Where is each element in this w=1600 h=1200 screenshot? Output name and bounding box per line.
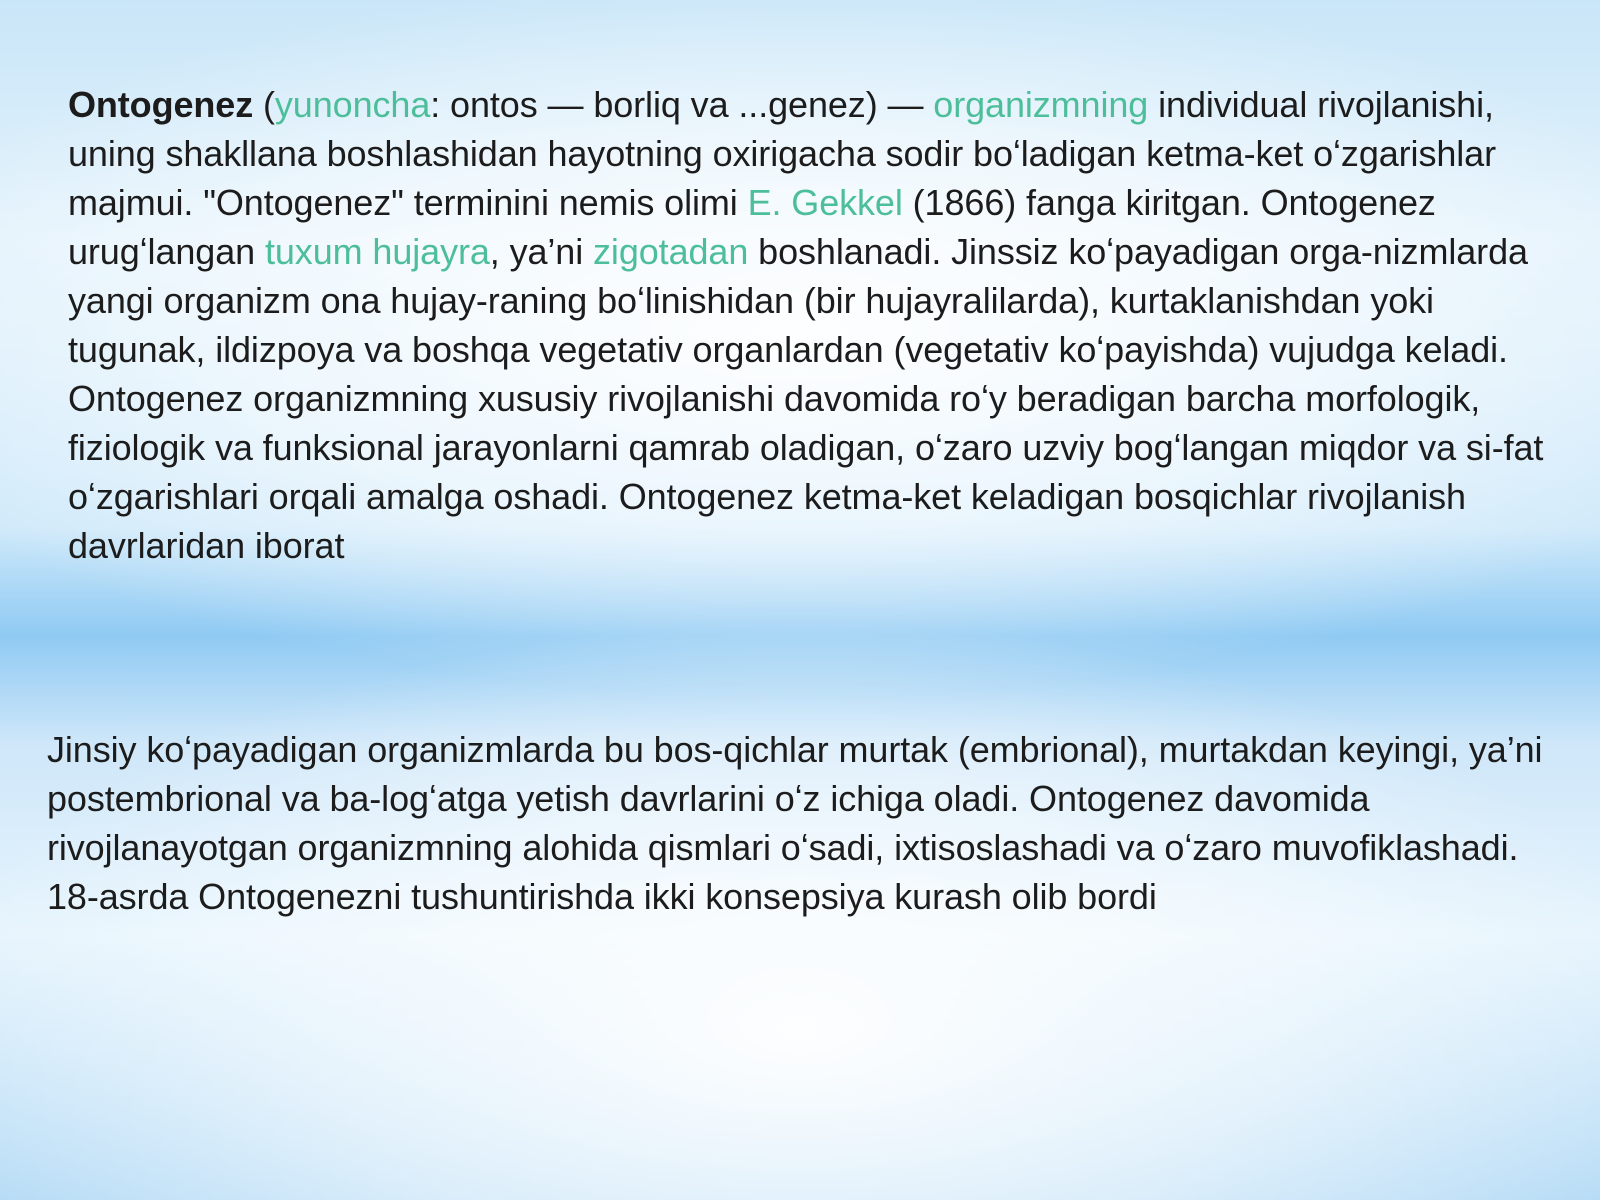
text-segment: boshlanadi. Jinssiz koʻpayadigan orga-nizmlarda yangi organizm ona hujay-raning boʻlinishidan (bir hujayralilarda), kurtaklanishdan yoki tugunak, ildizpoya va boshqa vegetativ organlardan (vegetativ koʻpayishda) vujudga keladi. Ontogenez organizmning xususiy rivojlanishi davomida roʻy beradigan barcha morfologik, fiziologik va funksional jarayonlarni qamrab oladigan, oʻzaro uzviy bogʻlangan miqdor va si-fat oʻzgarishlari orqali amalga oshadi. Ontogenez ketma-ket keladigan bosqichlar rivojlanish davrlaridan iborat (68, 231, 1544, 566)
stages-text: Jinsiy koʻpayadigan organizmlarda bu bos-qichlar murtak (embrional), murtakdan keyingi, ya’ni postembrional va ba-logʻatga yetish davrlarini oʻz ichiga oladi. Ontogenez davomida rivojlanayotgan organizmning alohida qismlari oʻsadi, ixtisoslashadi va oʻzaro muvofiklashadi. 18-asrda Ontogenezni tushuntirishda ikki konsepsiya kurash olib bordi (47, 729, 1543, 917)
definition-paragraph (68, 80, 1558, 570)
link-organizmning[interactable]: organizmning (933, 84, 1149, 125)
text-segment: ( (253, 84, 275, 125)
stages-paragraph (47, 725, 1547, 921)
link-zigotadan[interactable]: zigotadan (593, 231, 749, 272)
text-segment: : ontos — borliq va ...genez) — (430, 84, 934, 125)
link-yunoncha[interactable]: yunoncha (274, 84, 431, 125)
term-ontogenez: Ontogenez (68, 84, 254, 125)
link-gekkel[interactable]: E. Gekkel (747, 182, 903, 223)
text-segment: (1866) fanga kiritgan. Ontogenez urugʻlangan (68, 182, 1436, 272)
link-tuxum-hujayra[interactable]: tuxum hujayra (264, 231, 490, 272)
text-segment: , ya’ni (489, 231, 594, 272)
text-segment: individual rivojlanishi, uning shakllana boshlashidan hayotning oxirigacha sodir boʻladigan ketma-ket oʻzgarishlar majmui. "Ontogenez" terminini nemis olimi (68, 84, 1496, 223)
